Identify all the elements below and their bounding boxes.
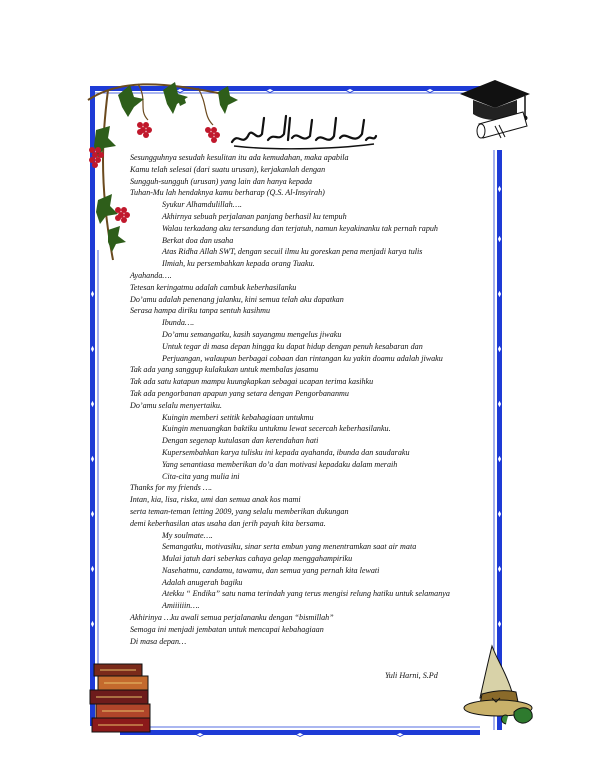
text-line: Tuhan-Mu lah hendaknya kamu berharap (Q.S. Al-Insyirah) [130,188,325,198]
text-line: Mulai jatuh dari seberkas cahaya gelap menggahampiriku [162,554,353,564]
text-line: serta teman-teman letting 2009, yang selalu memberikan dukungan [130,506,349,516]
text-line: Semangatku, motivasiku, sinar serta embun yang menentramkan saat air mata [162,542,417,552]
text-line: Tak ada yang sanggup kulakukan untuk membalas jasamu [130,365,319,375]
text-line: Do’amu selalu menyertaiku. [130,400,222,410]
text-line: Akhirnya sebuah perjalanan panjang berhasil ku tempuh [162,211,347,221]
basmalah-calligraphy [228,112,378,152]
text-line: Perjuangan, walaupun berbagai cobaan dan rintangan ku yakin doamu adalah jiwaku [162,353,443,363]
text-line: Syukur Alhamdulillah…. [162,200,242,210]
text-line: Dengan segenap kutulasan dan kerendahan hati [162,436,319,446]
text-line: Do’amu adalah penenang jalanku, kini semua telah aku dapatkan [130,294,344,304]
text-line: Semoga ini menjadi jembatan untuk mencapai kebahagiaan [130,624,324,634]
text-line: Intan, kia, lisa, riska, umi dan semua anak kos mami [130,495,301,505]
text-line: demi keberhasilan atas usaha dan jerih payah kita bersama. [130,518,326,528]
text-line: Berkat doa dan usaha [162,235,234,245]
text-line: Kuingin memberi setitik kebahagiaan untukmu [162,412,314,422]
text-line: Cita-cita yang mulia ini [162,471,240,481]
text-line: Kamu telah selesai (dari suatu urusan), kerjakanlah dengan [130,164,326,174]
text-line: Atas Ridha Allah SWT, dengan secuil ilmu ku goreskan pena menjadi karya tulis [162,247,423,257]
text-line: Thanks for my friends …. [130,483,213,493]
graduation-cap-icon [455,72,535,152]
text-line: Amiiiiiin…. [162,601,200,611]
signature: Yuli Harni, S.Pd [385,671,438,680]
text-line: Akhirinya …ku awali semua perjalananku dengan “bismillah” [130,613,334,623]
books-icon [88,660,158,740]
text-line: Untuk tegar di masa depan hingga ku dapat hidup dengan penuh kesabaran dan [162,341,423,351]
text-line: Serasa hampa diriku tanpa sentuh kasihmu [130,306,271,316]
wizard-hat-icon [462,642,538,730]
text-line: Sesungguhnya sesudah kesulitan itu ada kemudahan, maka apabila [130,153,349,162]
text-line: Yang senantiasa memberikan do’a dan motivasi kepadaku dalam meraih [162,459,398,469]
text-line: Di masa depan… [130,636,187,646]
text-line: Kuingin menuangkan baktiku untukmu lewat secercah keberhasilanku. [162,424,391,434]
text-line: Ilmiah, ku persembahkan kepada orang Tuaku. [162,259,315,269]
text-line: Atekku “ Endika” satu nama terindah yang terus mengisi relung hatiku untuk selamanya [162,589,450,599]
text-line: Tak ada satu katapun mampu kuungkapkan sebagai ucapan terima kasihku [130,377,374,387]
text-line: Nasehatmu, candamu, tawamu, dan semua yang pernah kita lewati [162,565,380,575]
text-line: Ibunda…. [162,318,195,328]
text-line: Do’amu semangatku, kasih sayangmu mengelus jiwaku [162,329,342,339]
text-line: Adalah anugerah bagiku [162,577,243,587]
text-line: Tetesan keringatmu adalah cambuk keberhasilanku [130,282,297,292]
text-line: My soulmate…. [162,530,213,540]
text-line: Kupersembahkan karya tulisku ini kepada ayahanda, ibunda dan saudaraku [162,447,410,457]
text-line: Sungguh-sungguh (urusan) yang lain dan hanya kepada [130,176,313,186]
text-line: Walau terkadang aku tersandung dan terjatuh, namun keyakinanku tak pernah rapuh [162,223,438,233]
text-line: Tak ada pengorbanan apapun yang setara dengan Pengorbananmu [130,388,349,398]
text-line: Ayahanda…. [130,270,172,280]
dedication-text [130,152,510,647]
